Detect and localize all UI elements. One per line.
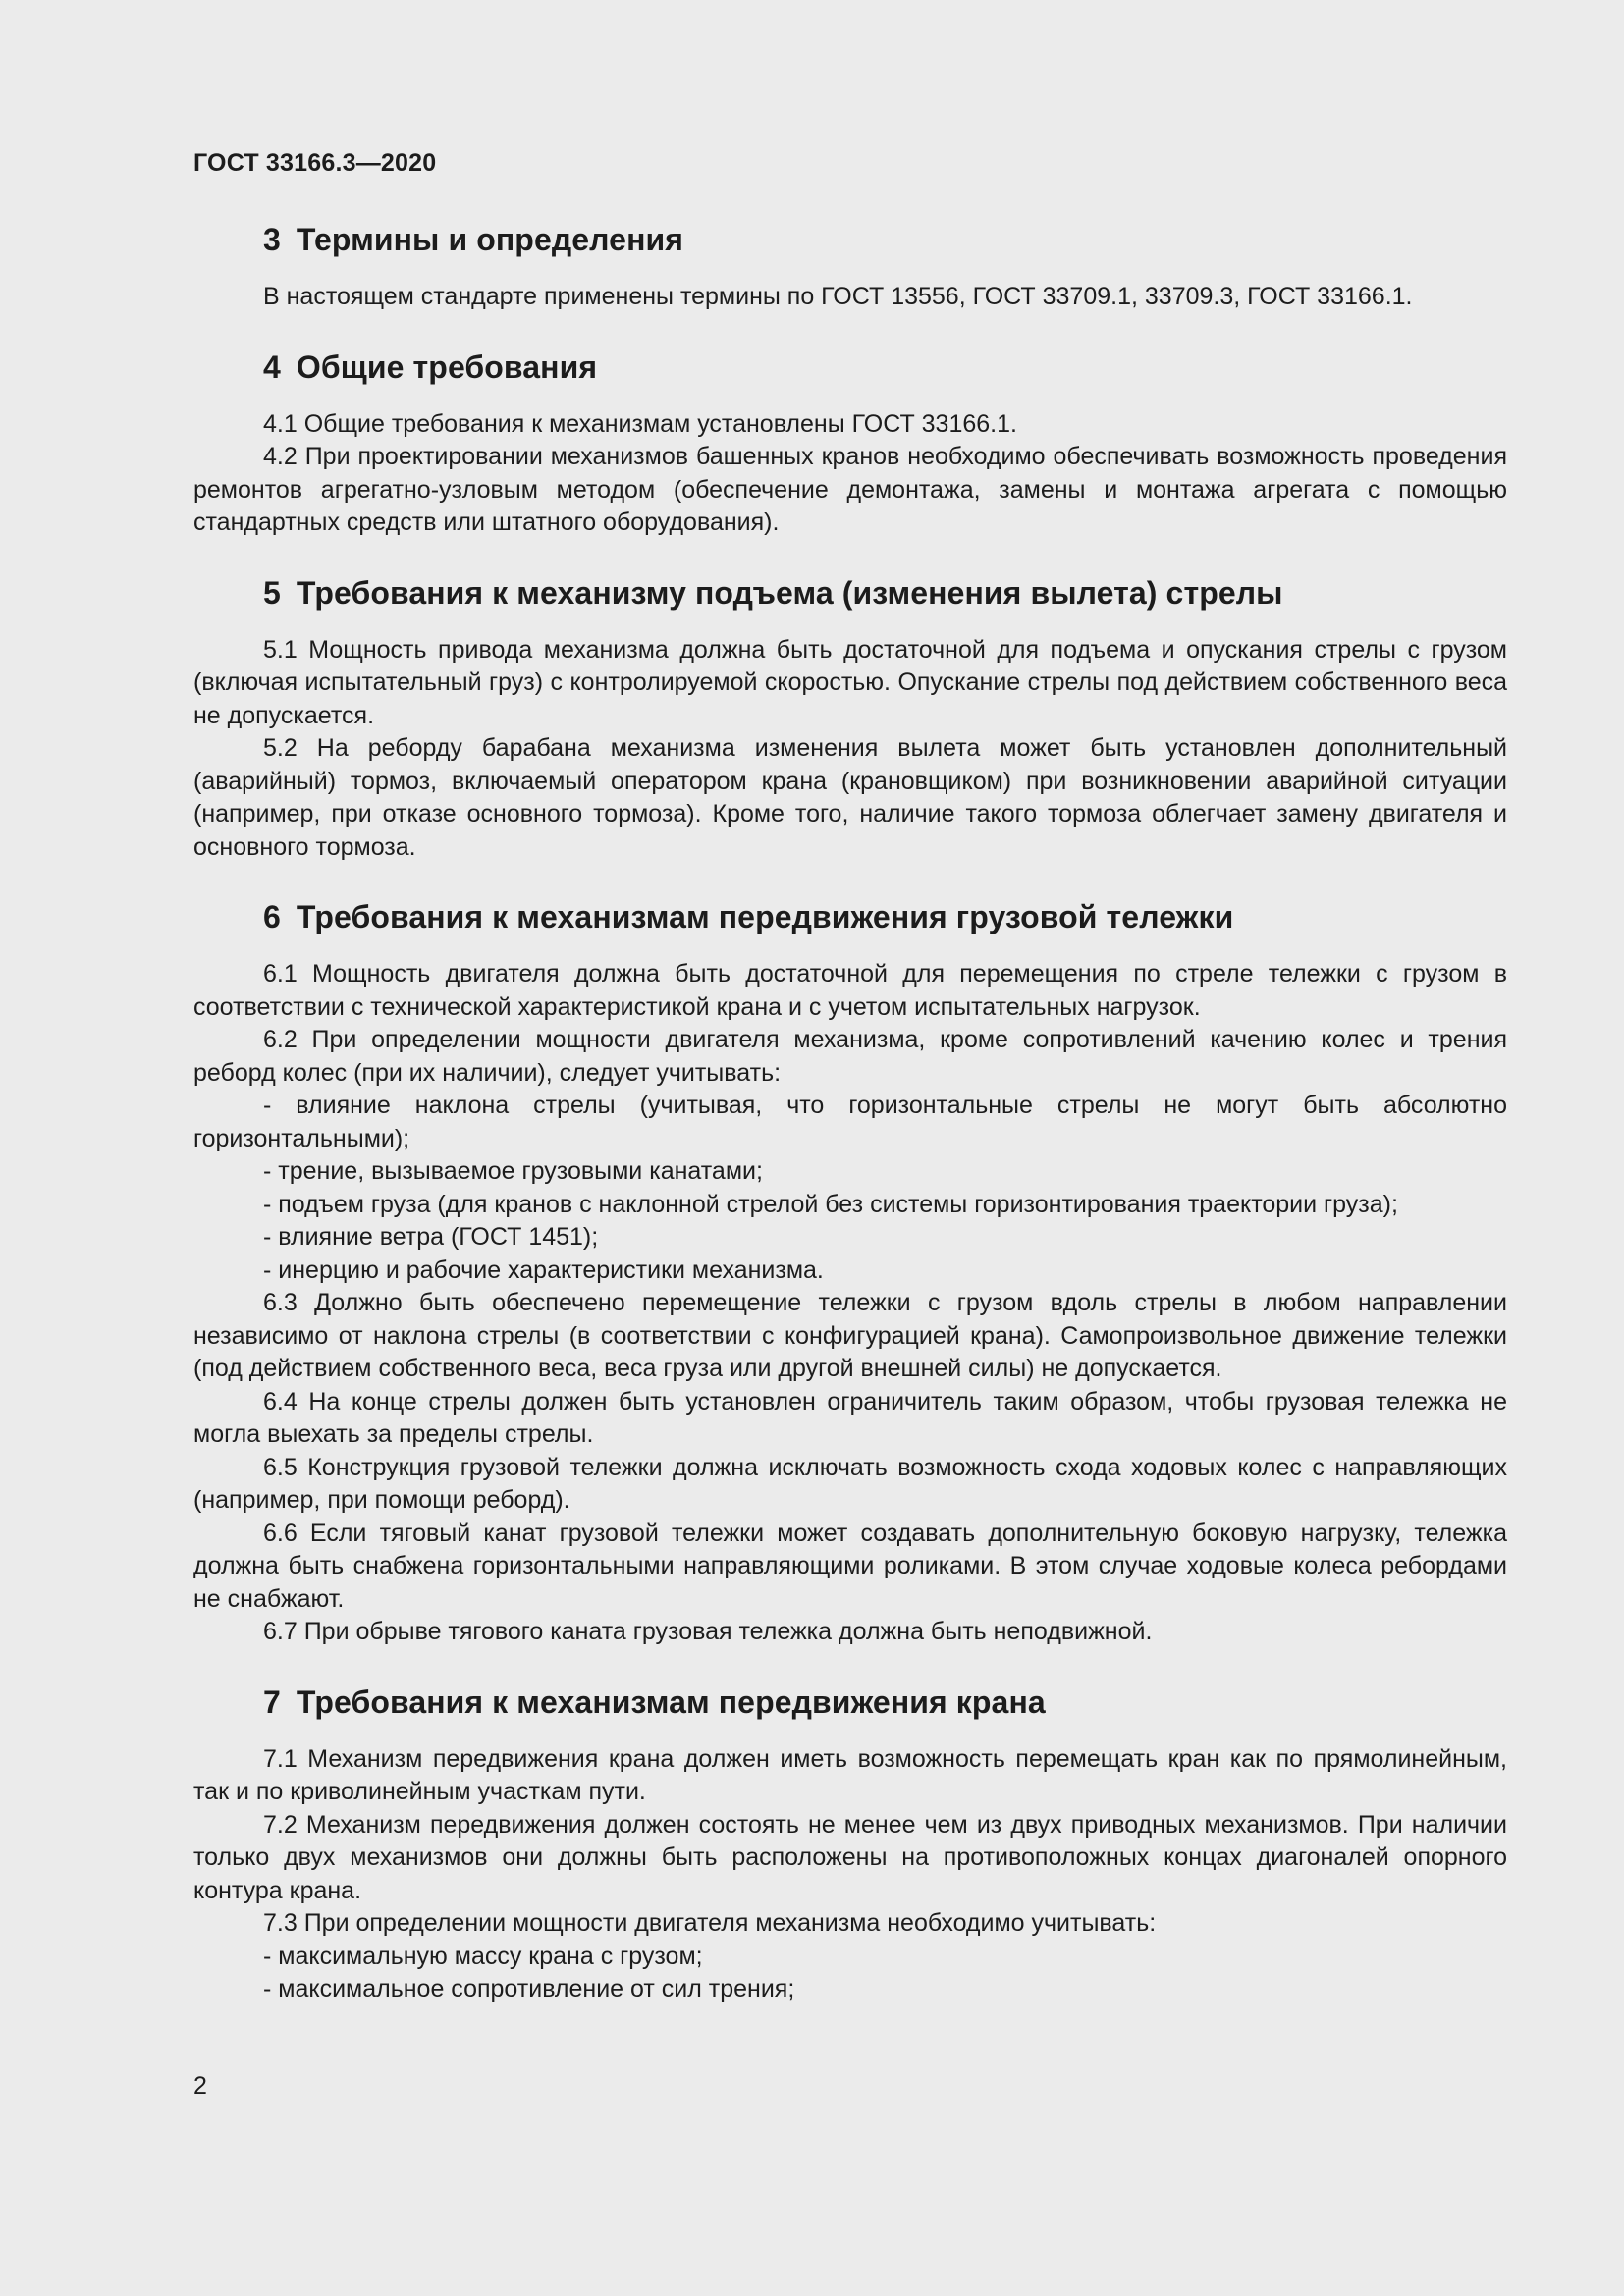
paragraph-3-intro: В настоящем стандарте применены термины по ГОСТ 13556, ГОСТ 33709.1, 33709.3, ГОСТ 33166.1. [263,283,1413,310]
list-item-6-2-a: - влияние наклона стрелы (учитывая, что горизонтальные стрелы не могут быть абсолютно горизонтальными); [193,1092,1507,1152]
section-4-title: Общие требования [296,348,598,385]
section-6-heading [263,897,1507,936]
list-item-6-2-e: - инерцию и рабочие характеристики механизма. [263,1255,824,1284]
paragraph-4-1: 4.1 Общие требования к механизмам установлены ГОСТ 33166.1. [263,409,1017,438]
paragraph-7-2: 7.2 Механизм передвижения должен состоять не менее чем из двух приводных механизмов. При наличии только двух механизмов они должны быть расположены на противоположных концах диагоналей опорного контура крана. [193,1810,1507,1904]
page-number: 2 [193,2072,207,2100]
paragraph-7-3: 7.3 При определении мощности двигателя механизма необходимо учитывать: [263,1909,1157,1937]
section-7-heading [263,1682,1507,1722]
paragraph-6-1: 6.1 Мощность двигателя должна быть достаточной для перемещения по стреле тележки с грузом в соответствии с технической характеристикой крана и с учетом испытательных нагрузок. [193,960,1507,1021]
paragraph-6-3: 6.3 Должно быть обеспечено перемещение тележки с грузом вдоль стрелы в любом направлении независимо от наклона стрелы (в соответствии с конфигурацией крана). Самопроизвольное движение тележки (под действием собственного веса, веса груза или другой внешней силы) не допускается. [193,1289,1507,1382]
paragraph-6-7: 6.7 При обрыве тягового каната грузовая тележка должна быть неподвижной. [263,1618,1153,1645]
section-4-number: 4 [263,348,281,385]
paragraph-7-1: 7.1 Механизм передвижения крана должен иметь возможность перемещать кран как по прямолинейным, так и по криволинейным участкам пути. [193,1744,1507,1805]
section-5-number: 5 [263,574,281,611]
list-item-6-2-b: - трение, вызываемое грузовыми канатами; [263,1157,763,1185]
list-item-6-2-d: - влияние ветра (ГОСТ 1451); [263,1223,599,1251]
section-3 [193,220,1507,314]
list-item-7-3-a: - максимальную массу крана с грузом; [263,1942,703,1970]
section-7-title: Требования к механизмам передвижения крана [296,1683,1046,1720]
section-5-title: Требования к механизму подъема (изменения вылета) стрелы [296,574,1283,611]
section-4-heading [263,347,1507,387]
paragraph-6-5: 6.5 Конструкция грузовой тележки должна исключать возможность схода ходовых колес с направляющих (например, при помощи реборд). [193,1453,1507,1514]
paragraph-5-2: 5.2 На реборду барабана механизма изменения вылета может быть установлен дополнительный (аварийный) тормоз, включаемый оператором крана (крановщиком) при возникновении аварийной ситуации (например, при отказе основного тормоза). Кроме того, наличие такого тормоза облегчает замену двигателя и основного тормоза. [193,734,1507,861]
section-5-heading [263,573,1507,613]
document-code-header: ГОСТ 33166.3—2020 [193,149,437,177]
section-7 [193,1682,1507,2006]
section-6-title: Требования к механизмам передвижения грузовой тележки [296,899,1234,934]
paragraph-6-4: 6.4 На конце стрелы должен быть установлен ограничитель таким образом, чтобы грузовая тележка не могла выехать за пределы стрелы. [193,1387,1507,1448]
paragraph-6-6: 6.6 Если тяговый канат грузовой тележки может создавать дополнительную боковую нагрузку, тележка должна быть снабжена горизонтальными направляющими роликами. В этом случае ходовые колеса ребордами не снабжают. [193,1519,1507,1613]
section-5 [193,573,1507,865]
section-6-number: 6 [263,899,281,934]
list-item-7-3-b: - максимальное сопротивление от сил трения; [263,1975,795,2002]
section-4 [193,347,1507,540]
section-3-title: Термины и определения [296,222,684,257]
paragraph-5-1: 5.1 Мощность привода механизма должна быть достаточной для подъема и опускания стрелы с грузом (включая испытательный груз) с контролируемой скоростью. Опускание стрелы под действием собственного веса не допускается. [193,635,1507,729]
paragraph-6-2: 6.2 При определении мощности двигателя механизма, кроме сопротивлений качению колес и трения реборд колес (при их наличии), следует учитывать: [193,1026,1507,1087]
section-3-heading [263,220,1507,259]
paragraph-4-2: 4.2 При проектировании механизмов башенных кранов необходимо обеспечивать возможность проведения ремонтов агрегатно-узловым методом (обеспечение демонтажа, замены и монтажа агрегата с помощью стандартных средств или штатного оборудования). [193,443,1507,536]
list-item-6-2-c: - подъем груза (для кранов с наклонной стрелой без системы горизонтирования траектории груза); [263,1190,1398,1218]
section-7-number: 7 [263,1683,281,1720]
document-body [193,220,1507,2040]
section-6 [193,897,1507,1649]
section-3-number: 3 [263,222,281,257]
